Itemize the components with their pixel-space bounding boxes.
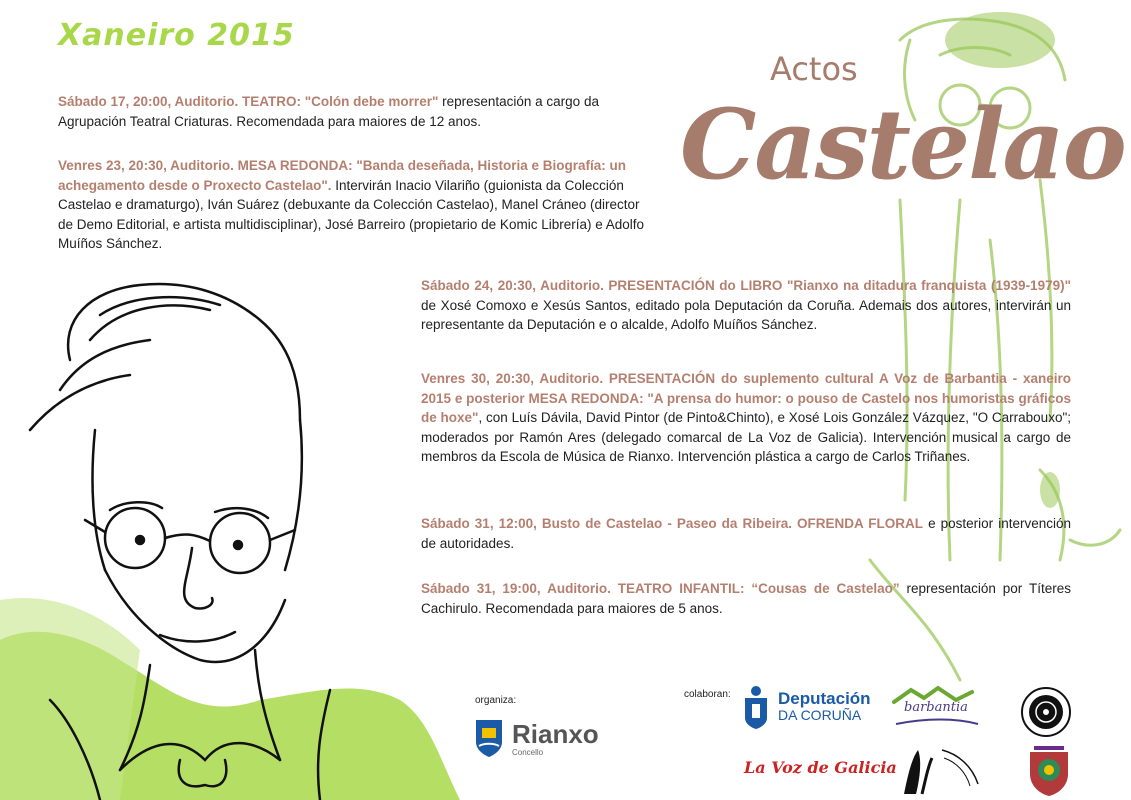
event-text: representación por Títeres Cachirulo. Recomendada para maiores de 5 anos.	[421, 581, 1071, 616]
barbantia-name: barbantia	[904, 700, 968, 715]
event-text: representación a cargo da Agrupación Teatral Criaturas. Recomendada para maiores de 12 anos.	[58, 94, 599, 129]
rianxo-name: Rianxo	[512, 718, 599, 749]
deputacion-crest-icon	[742, 684, 770, 730]
event-item	[58, 92, 648, 131]
barbantia-logo	[886, 684, 984, 730]
event-highlight: Sábado 24, 20:30, Auditorio. PRESENTACIÓN do LIBRO "Rianxo na ditadura franquista (1939-1979)"	[421, 278, 1071, 293]
deputacion-sub: DA CORUÑA	[778, 707, 862, 723]
event-text: , con Luís Dávila, David Pintor (de Pinto&Chinto), e Xosé Lois González Vázquez, "O Carrabouxo"; moderados por Ramón Ares (delegado comarcal de La Voz de Galicia). Intervención musical a cargo de membros da Escola de Música de Rianxo. Intervención plástica a cargo de Carlos Triñanes.	[421, 410, 1071, 464]
rianxo-logo	[474, 718, 599, 758]
castelao-heading: Castelao	[680, 88, 1125, 201]
escola-musica-icon	[898, 744, 982, 798]
event-highlight: Sábado 31, 19:00, Auditorio. TEATRO INFANTIL: “Cousas de Castelao”	[421, 581, 900, 596]
emblem-icon	[1024, 744, 1074, 798]
event-item	[58, 156, 648, 254]
deputacion-name: Deputación	[778, 689, 871, 708]
rianxo-sub: Concello	[512, 747, 544, 757]
seal-icon	[1020, 686, 1072, 738]
deputacion-logo	[742, 684, 871, 730]
event-text: de Xosé Comoxo e Xesús Santos, editado pola Deputación da Coruña. Ademais dos autores, intervirán un representante da Deputación e o alcalde, Adolfo Muíños Sánchez.	[421, 297, 1071, 332]
event-highlight: Venres 23, 20:30, Auditorio. MESA REDONDA: "Banda deseñada, Historia e Biografía: un achegamento desde o Proxecto Castelao".	[58, 158, 627, 193]
actos-heading: Actos	[770, 50, 858, 88]
event-text: Intervirán Inacio Vilariño (guionista da Colección Castelao e dramaturgo), Iván Suárez (debuxante da Colección Castelao), Manel Cráneo (director de Demo Editorial, e artista multidisciplinar), José Barreiro (propietario de Komic Librería) e Adolfo Muíños Sánchez.	[58, 177, 645, 251]
event-text: e posterior intervención de autoridades.	[421, 516, 1071, 551]
colaboran-label: colaboran:	[684, 689, 731, 700]
event-item	[421, 579, 1071, 618]
rianxo-shield-icon	[474, 718, 504, 758]
event-highlight: Venres 30, 20:30, Auditorio. PRESENTACIÓN do suplemento cultural A Voz de Barbantia - xaneiro 2015 e posterior MESA REDONDA: "A prensa do humor: o pouso de Castelo nos humoristas gráficos de hoxe"	[421, 371, 1071, 425]
event-item	[421, 276, 1071, 335]
event-item	[421, 514, 1071, 553]
event-item	[421, 369, 1071, 467]
lavoz-logo: La Voz de Galicia	[744, 758, 897, 777]
event-highlight: Sábado 17, 20:00, Auditorio. TEATRO: "Colón debe morrer"	[58, 94, 439, 109]
month-title: Xaneiro 2015	[58, 18, 295, 53]
event-highlight: Sábado 31, 12:00, Busto de Castelao - Paseo da Ribeira. OFRENDA FLORAL	[421, 516, 924, 531]
organiza-label: organiza:	[475, 695, 517, 706]
